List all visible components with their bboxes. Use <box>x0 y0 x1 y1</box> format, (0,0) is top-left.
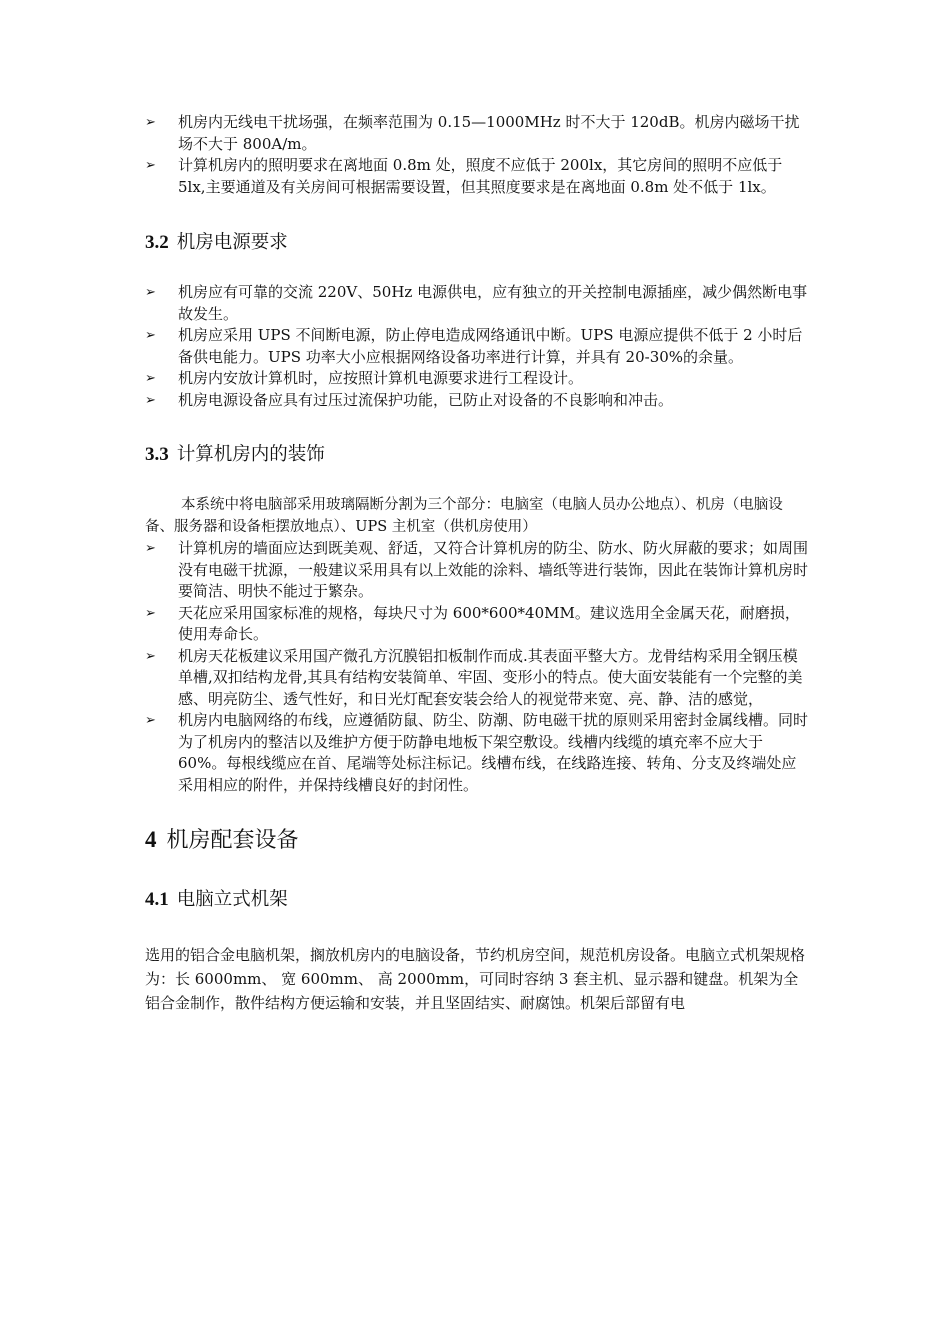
list-item: ➢ 天花应采用国家标准的规格，每块尺寸为 600*600*40MM。建议选用全金属天花，耐磨损，使用寿命长。 <box>145 603 800 643</box>
decoration-intro: 本系统中将电脑部采用玻璃隔断分割为三个部分：电脑室（电脑人员办公地点）、机房（电脑设备、服务器和设备柜摆放地点）、UPS 主机室（供机房使用） <box>145 497 783 535</box>
section-heading-3-3: 3.3 计算机房内的装饰 <box>145 444 325 465</box>
arrow-bullet-icon: ➢ <box>145 328 156 343</box>
arrow-bullet-icon: ➢ <box>145 605 156 621</box>
list-item: ➢ 机房应采用 UPS 不间断电源，防止停电造成网络通讯中断。UPS 电源应提供不低于 2 小时后备供电能力。UPS 功率大小应根据网络设备功率进行计算，并具有 20-30%的余量。 <box>145 326 803 366</box>
list-item: ➢ 机房内电脑网络的布线，应遵循防鼠、防尘、防潮、防电磁干扰的原则采用密封金属线槽。同时为了机房内的整洁以及维护方便于防静电地板下架空敷设。线槽内线缆的填充率不应大于 60%。每根线缆应在首、尾端等处标注标记。线槽布线，在线路连接、转角、分支及终端处应采用相应的附件，并保持线槽良好的封闭性。 <box>145 711 809 794</box>
document-page <box>145 112 810 1015</box>
list-item: ➢ 机房电源设备应具有过压过流保护功能，已防止对设备的不良影响和冲击。 <box>145 390 810 412</box>
list-item: ➢ 机房内无线电干扰场强，在频率范围为 0.15—1000MHz 时不大于 120dB。机房内磁场干扰场不大于 800A/m。 <box>145 113 800 153</box>
section-heading-4-1: 4.1 电脑立式机架 <box>145 889 288 910</box>
power-bullet-list <box>145 282 810 411</box>
arrow-bullet-icon: ➢ <box>145 713 156 728</box>
arrow-bullet-icon: ➢ <box>145 115 156 130</box>
rack-description: 选用的铝合金电脑机架，搁放机房内的电脑设备，节约机房空间，规范机房设备。电脑立式机架规格为：长 6000mm、 宽 600mm、 高 2000mm，可同时容纳 3 套主机、显示器和键盘。机架为全铝合金制作，散件结构方便运输和安装，并且坚固结实、耐腐蚀。机架后部留有电 <box>145 946 806 1012</box>
arrow-bullet-icon: ➢ <box>145 392 156 408</box>
arrow-bullet-icon: ➢ <box>145 158 156 173</box>
list-item: ➢ 计算机房的墙面应达到既美观、舒适，又符合计算机房的防尘、防水、防火屏蔽的要求；如周围没有电磁干扰源，一般建议采用具有以上效能的涂料、墙纸等进行装饰，因此在装饰计算机房时要简洁、明快不能过于繁杂。 <box>145 539 809 600</box>
list-item: ➢ 机房应有可靠的交流 220V、50Hz 电源供电，应有独立的开关控制电源插座，减少偶然断电事故发生。 <box>145 283 808 323</box>
list-item: ➢ 机房天花板建议采用国产微孔方沉膜铝扣板制作而成.其表面平整大方。龙骨结构采用全钢压模单槽,双扣结构龙骨,其具有结构安装简单、牢固、变形小的特点。使大面安装能有一个完整的美感、明亮防尘、透气性好，和日光灯配套安装会给人的视觉带来宽、亮、静、洁的感觉， <box>145 646 803 708</box>
top-bullet-list <box>145 112 810 198</box>
decoration-bullet-list <box>145 538 810 796</box>
chapter-heading-4: 4 机房配套设备 <box>145 827 299 853</box>
list-item: ➢ 计算机房内的照明要求在离地面 0.8m 处，照度不应低于 200lx，其它房间的照明不应低于 5lx,主要通道及有关房间可根据需要设置，但其照度要求是在离地面 0.8m 处不低于 1lx。 <box>145 156 783 196</box>
arrow-bullet-icon: ➢ <box>145 541 156 556</box>
arrow-bullet-icon: ➢ <box>145 371 156 386</box>
arrow-bullet-icon: ➢ <box>145 648 156 664</box>
list-item: ➢ 机房内安放计算机时，应按照计算机电源要求进行工程设计。 <box>145 368 810 390</box>
arrow-bullet-icon: ➢ <box>145 285 156 300</box>
section-heading-3-2: 3.2 机房电源要求 <box>145 232 288 253</box>
